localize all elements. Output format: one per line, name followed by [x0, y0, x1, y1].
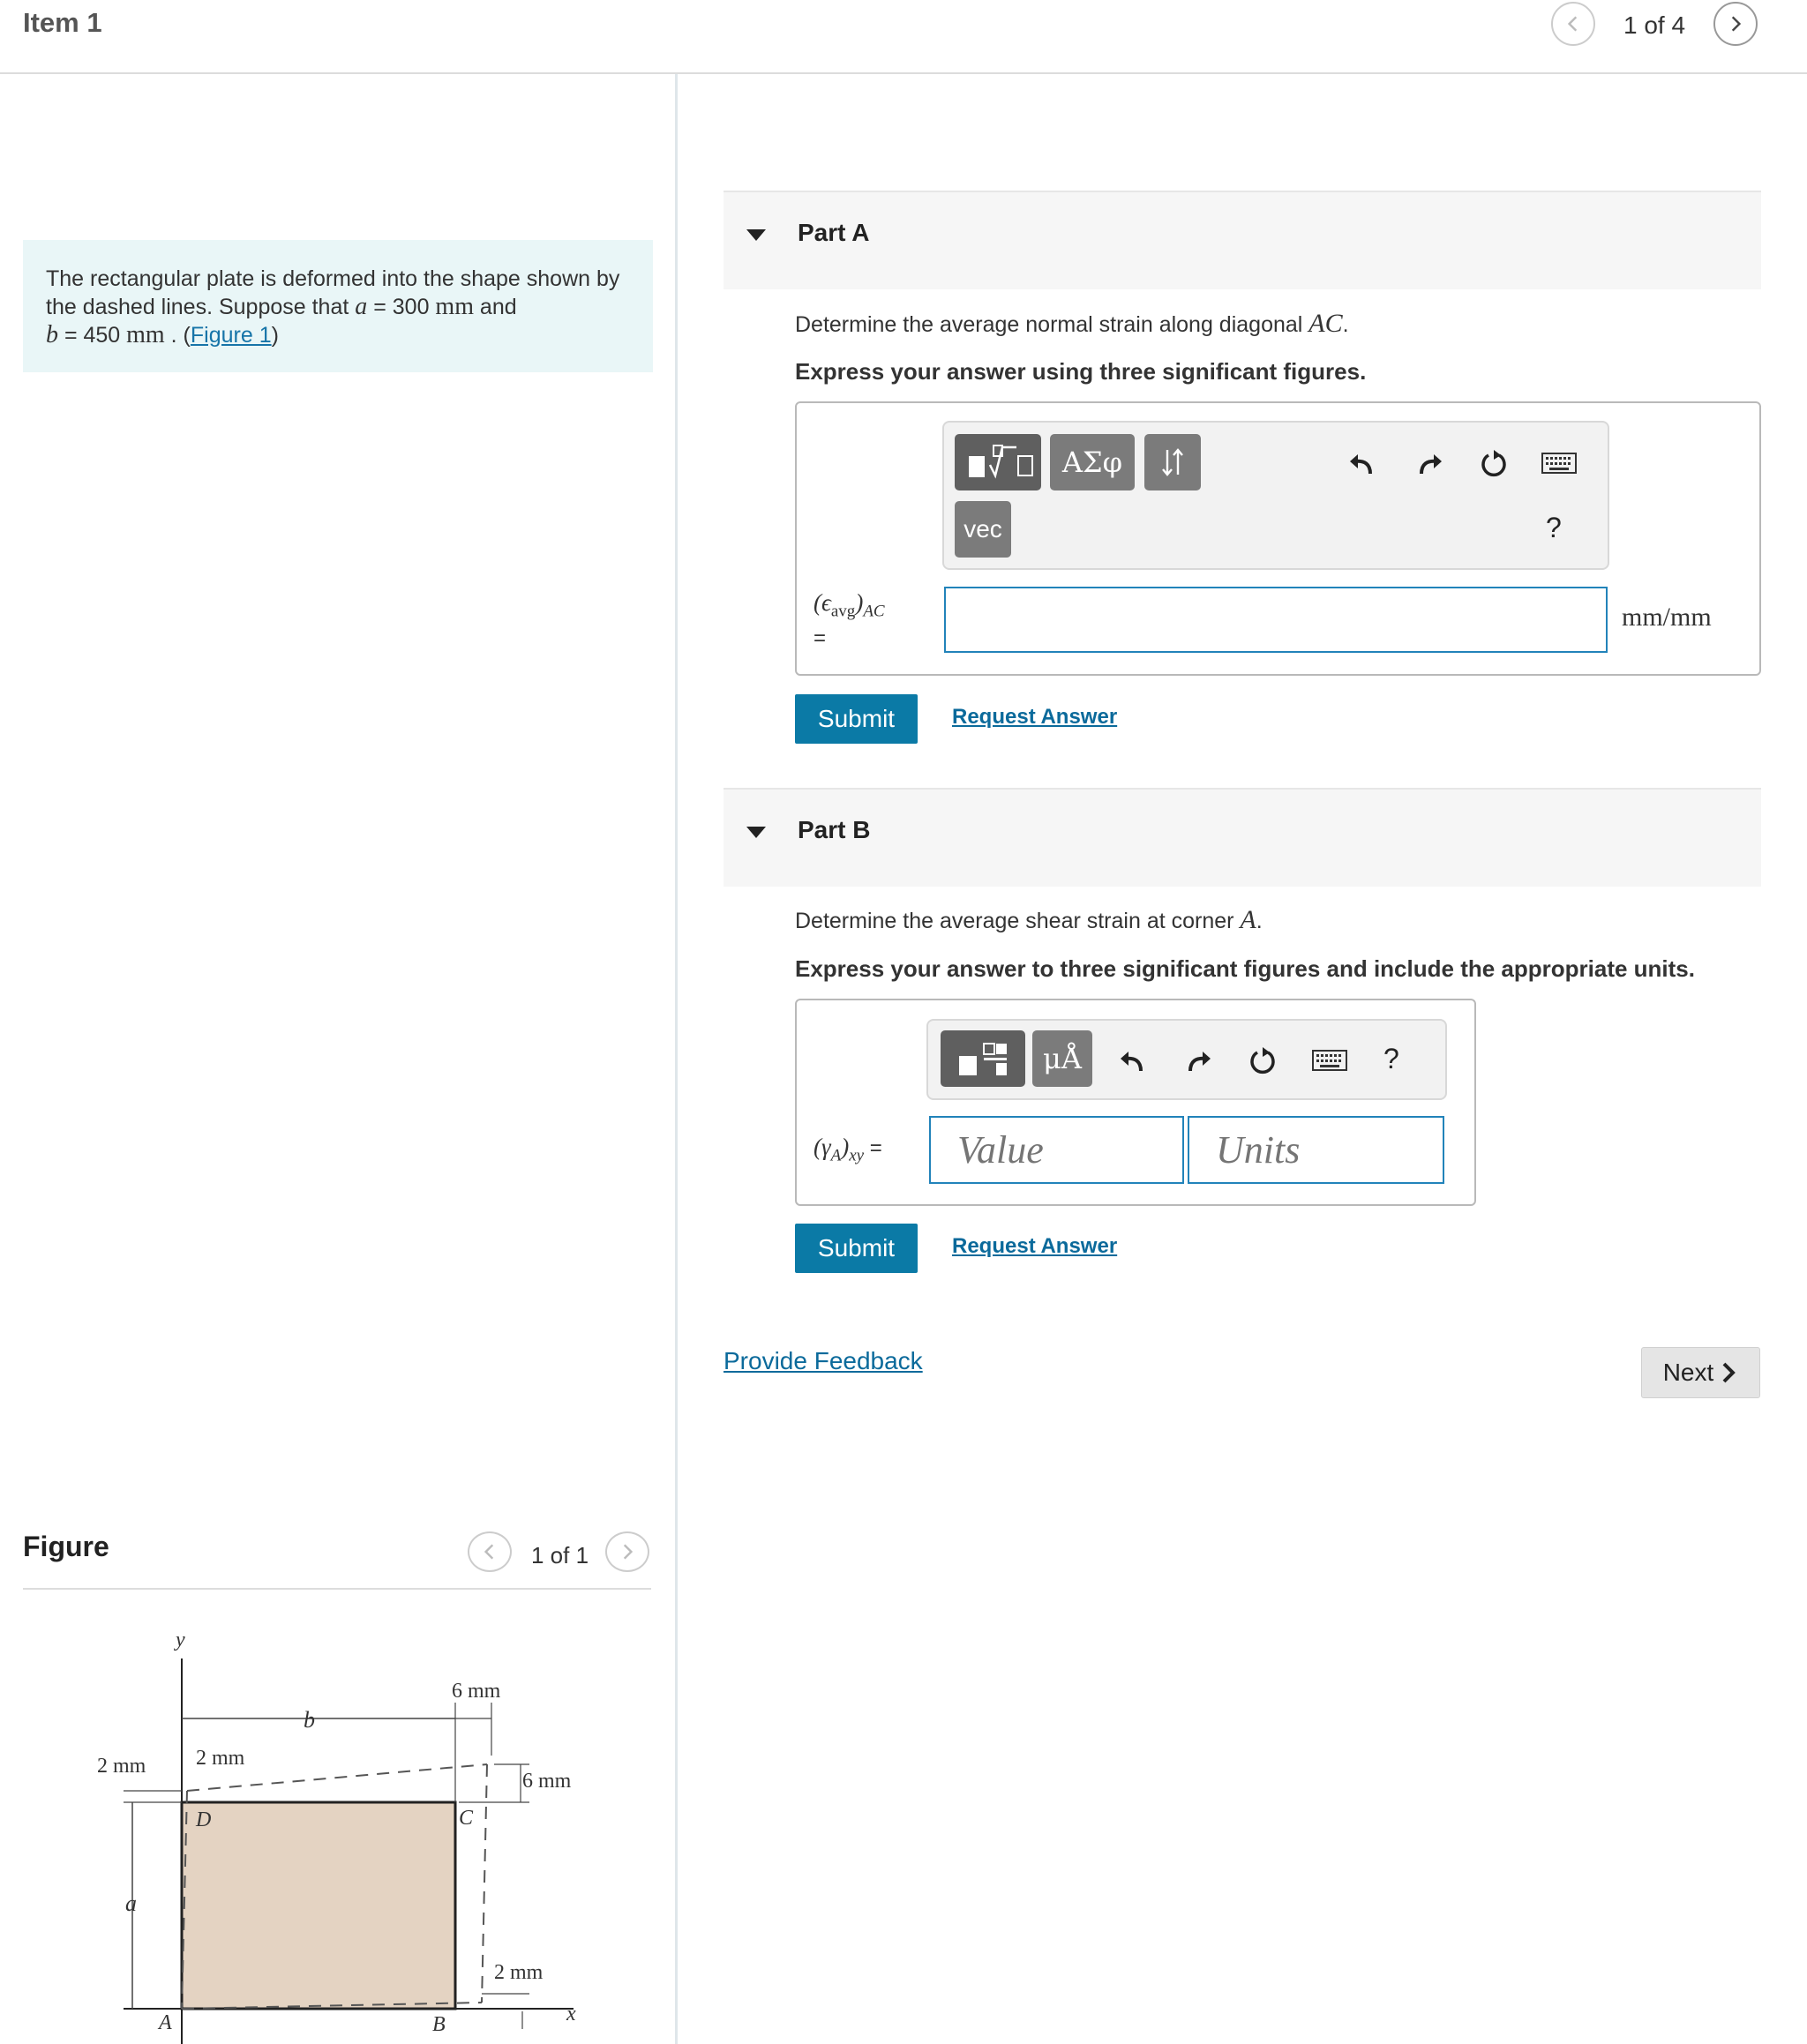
part-a-units: mm/mm	[1622, 603, 1712, 632]
eq-b: = 450	[58, 323, 127, 348]
collapse-triangle-icon[interactable]	[746, 229, 766, 241]
part-a-question-end: .	[1342, 312, 1349, 337]
plate-deformation-figure	[0, 1590, 671, 2044]
part-b-request-answer-link[interactable]: Request Answer	[952, 1234, 1118, 1258]
reset-button[interactable]	[1241, 1038, 1285, 1082]
prev-item-button[interactable]	[1551, 2, 1595, 46]
part-b-question-end: .	[1256, 909, 1263, 933]
item-pager-count: 1 of 4	[1623, 11, 1686, 39]
keyboard-button[interactable]	[1308, 1038, 1352, 1082]
updown-arrows-icon	[1159, 446, 1186, 478]
redo-button[interactable]	[1408, 441, 1452, 485]
templates-button[interactable]	[955, 434, 1041, 490]
part-b-answer-label	[814, 1134, 882, 1165]
chevron-left-icon	[1563, 14, 1583, 34]
part-b-instruction: Express your answer to three significant figures and include the appropriate units.	[795, 955, 1695, 982]
paren-open: . (	[164, 323, 191, 348]
label-top-6mm: 6 mm	[452, 1680, 501, 1703]
greek-button[interactable]: ΑΣφ	[1050, 434, 1135, 490]
part-a-question	[795, 309, 1349, 339]
part-a-submit-button[interactable]: Submit	[795, 694, 918, 744]
figure-prev-button[interactable]	[468, 1531, 512, 1572]
text-and: and	[473, 295, 517, 319]
keyboard-button[interactable]	[1537, 441, 1581, 485]
figure-link[interactable]: Figure 1	[190, 323, 272, 348]
part-a-answer-label	[814, 589, 885, 621]
intro-text: The rectangular plate is deformed into the shape shown by the dashed lines. Suppose that	[46, 266, 620, 319]
reset-icon	[1247, 1044, 1278, 1076]
part-b-submit-button[interactable]: Submit	[795, 1224, 918, 1273]
part-b-units-input[interactable]	[1188, 1116, 1444, 1184]
part-b-header[interactable]	[724, 788, 1761, 887]
undo-icon	[1346, 447, 1377, 479]
templates-icon	[952, 1037, 1014, 1081]
next-label: Next	[1662, 1359, 1714, 1386]
label-top-2mm: 2 mm	[196, 1747, 245, 1770]
label-B: B	[432, 2013, 446, 2036]
problem-statement	[23, 240, 653, 372]
vec-button[interactable]: vec	[955, 501, 1011, 558]
reset-icon	[1478, 447, 1510, 479]
help-button[interactable]: ?	[1383, 1043, 1399, 1074]
label-bottom-2mm: 2 mm	[494, 1961, 544, 1984]
part-a-title: Part A	[798, 219, 870, 246]
redo-icon	[1414, 447, 1446, 479]
part-a-instruction: Express your answer using three significant figures.	[795, 358, 1367, 385]
label-a: a	[125, 1891, 137, 1916]
collapse-triangle-icon[interactable]	[746, 827, 766, 838]
chevron-right-icon	[618, 1542, 637, 1561]
label-y: y	[176, 1628, 185, 1651]
label-close: )	[855, 589, 864, 616]
keyboard-icon	[1312, 1050, 1347, 1071]
paren-close: )	[271, 323, 279, 348]
redo-icon	[1183, 1044, 1215, 1076]
help-button[interactable]: ?	[1546, 512, 1562, 543]
reset-button[interactable]	[1472, 441, 1516, 485]
label-sub-avg: avg	[830, 602, 856, 621]
undo-icon	[1116, 1044, 1148, 1076]
header-bar	[0, 0, 1807, 74]
label-gamma: (γ	[814, 1134, 831, 1160]
chevron-right-icon	[1719, 1361, 1738, 1384]
chevron-left-icon	[480, 1542, 499, 1561]
part-a-question-var: AC	[1308, 309, 1343, 338]
item-title: Item 1	[23, 7, 102, 38]
keyboard-icon	[1541, 453, 1577, 474]
part-a-request-answer-link[interactable]: Request Answer	[952, 705, 1118, 729]
unit-a: mm	[435, 293, 474, 320]
label-sub-a: A	[830, 1146, 842, 1165]
figure-pager-count: 1 of 1	[531, 1542, 589, 1569]
column-divider	[675, 74, 678, 2044]
redo-button[interactable]	[1177, 1038, 1221, 1082]
label-epsilon: (ϵ	[814, 589, 831, 616]
var-a: a	[355, 293, 368, 320]
label-sub-ac: AC	[863, 602, 885, 621]
next-item-button[interactable]	[1713, 2, 1758, 46]
label-x: x	[566, 2003, 576, 2025]
undo-button[interactable]	[1339, 441, 1383, 485]
label-sub-xy: xy	[849, 1146, 865, 1165]
part-a-question-text: Determine the average normal strain along diagonal	[795, 312, 1309, 337]
part-a-header[interactable]	[724, 191, 1761, 289]
part-b-value-input[interactable]	[929, 1116, 1184, 1184]
updown-arrows-button[interactable]	[1144, 434, 1201, 490]
part-b-title: Part B	[798, 816, 871, 843]
units-button[interactable]: μÅ	[1032, 1030, 1092, 1087]
unit-b: mm	[126, 321, 165, 348]
label-C: C	[459, 1807, 474, 1830]
chevron-right-icon	[1726, 14, 1745, 34]
figure-next-button[interactable]	[605, 1531, 649, 1572]
label-b: b	[304, 1707, 315, 1733]
part-a-equals: =	[814, 626, 827, 650]
plate-rect	[182, 1802, 455, 2009]
label-D: D	[196, 1808, 212, 1831]
templates-icon	[960, 440, 1036, 484]
label-eq: =	[864, 1136, 882, 1160]
templates-button[interactable]	[941, 1030, 1025, 1087]
figure-title: Figure	[23, 1531, 109, 1562]
part-b-question-var: A	[1240, 905, 1256, 934]
label-left-2mm: 2 mm	[97, 1755, 146, 1778]
deformed-right-edge	[482, 1764, 487, 2003]
label-close: )	[841, 1134, 850, 1160]
next-button[interactable]	[1641, 1347, 1760, 1398]
eq-a: = 300	[367, 295, 436, 319]
label-right-6mm: 6 mm	[522, 1770, 572, 1793]
part-b-question-text: Determine the average shear strain at corner	[795, 909, 1241, 933]
provide-feedback-link[interactable]: Provide Feedback	[724, 1347, 923, 1374]
part-b-question	[795, 905, 1263, 935]
label-A: A	[159, 2011, 172, 2034]
var-b: b	[46, 321, 58, 348]
part-a-answer-input[interactable]	[944, 587, 1608, 653]
undo-button[interactable]	[1110, 1038, 1154, 1082]
